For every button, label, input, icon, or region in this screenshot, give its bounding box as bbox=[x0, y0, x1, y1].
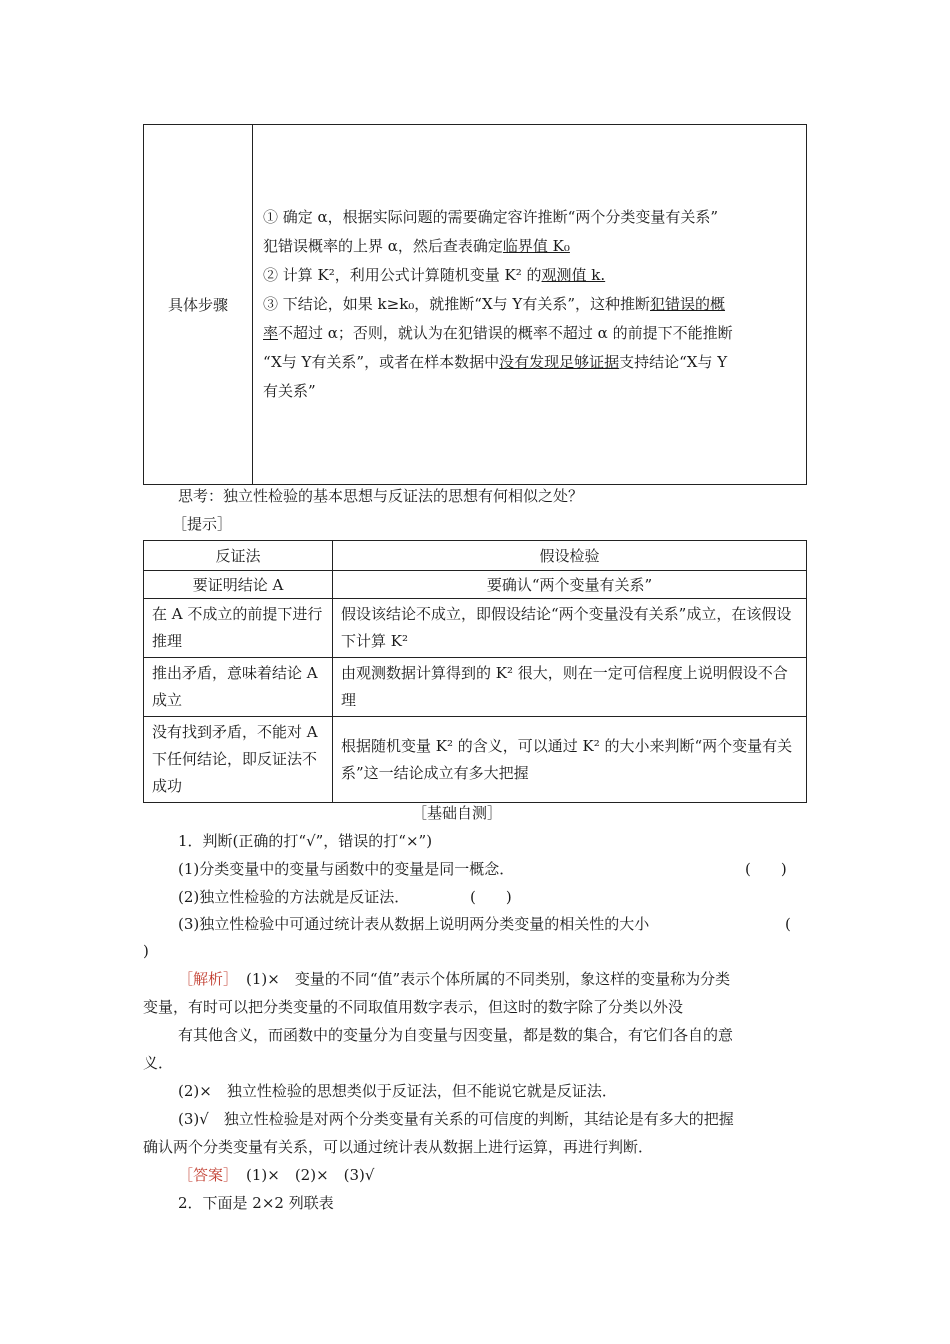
steps-content bbox=[253, 125, 807, 485]
compare-table bbox=[143, 540, 807, 803]
analysis-line-1: ［解析］ (1)× 变量的不同“值”表示个体所属的不同类别，象这样的变量称为分类 bbox=[178, 970, 731, 988]
table-cell: 要确认“两个变量有关系” bbox=[333, 571, 807, 599]
answer-paren-3: ( bbox=[785, 915, 791, 933]
step-line-2: 犯错误概率的上界 α，然后查表确定临界值 K₀ bbox=[263, 237, 570, 255]
question-1-item-3: (3)独立性检验中可通过统计表从数据上说明两分类变量的相关性的大小 bbox=[178, 915, 650, 933]
analysis-line-2: 变量，有时可以把分类变量的不同取值用数字表示，但这时的数字除了分类以外没 bbox=[143, 998, 684, 1016]
table-cell: 由观测数据计算得到的 K² 很大，则在一定可信程度上说明假设不合理 bbox=[333, 658, 807, 717]
analysis-line-4: 义． bbox=[143, 1054, 174, 1072]
analysis-line-7: 确认两个分类变量有关系，可以通过统计表从数据上进行运算，再进行判断． bbox=[143, 1138, 654, 1156]
section-title: ［基础自测］ bbox=[412, 804, 503, 822]
step-line-4: ③ 下结论，如果 k≥k₀，就推断“X与 Y有关系”，这种推断犯错误的概 bbox=[263, 295, 726, 313]
analysis-line-3: 有其他含义，而函数中的变量分为自变量与因变量，都是数的集合，有它们各自的意 bbox=[178, 1026, 734, 1044]
header-proof-by-contradiction: 反证法 bbox=[144, 541, 333, 571]
answer-line: ［答案］ (1)× (2)× (3)√ bbox=[178, 1166, 375, 1184]
analysis-tag: ［解析］ bbox=[178, 970, 239, 988]
table-cell: 根据随机变量 K² 的含义，可以通过 K² 的大小来判断“两个变量有关系”这一结论成立有多大把握 bbox=[333, 717, 807, 803]
step-line-7: 有关系” bbox=[263, 382, 316, 400]
analysis-line-6: (3)√ 独立性检验是对两个分类变量有关系的可信度的判断，其结论是有多大的把握 bbox=[178, 1110, 734, 1128]
table-cell: 没有找到矛盾，不能对 A 下任何结论，即反证法不成功 bbox=[144, 717, 333, 803]
steps-label: 具体步骤 bbox=[144, 125, 253, 485]
question-2-stem: 2．下面是 2×2 列联表 bbox=[178, 1194, 334, 1212]
answer-tag: ［答案］ bbox=[178, 1166, 239, 1184]
step-line-1: ① 确定 α，根据实际问题的需要确定容许推断“两个分类变量有关系” bbox=[263, 208, 719, 226]
hint-label: ［提示］ bbox=[172, 515, 233, 533]
steps-table bbox=[143, 124, 807, 485]
analysis-line-5: (2)× 独立性检验的思想类似于反证法，但不能说它就是反证法． bbox=[178, 1082, 617, 1100]
header-hypothesis-test: 假设检验 bbox=[333, 541, 807, 571]
answer-paren-3-tail: ) bbox=[143, 942, 149, 960]
thinking-question: 思考：独立性检验的基本思想与反证法的思想有何相似之处？ bbox=[178, 487, 584, 505]
table-cell: 假设该结论不成立，即假设结论“两个变量没有关系”成立，在该假设下计算 K² bbox=[333, 599, 807, 658]
step-line-3: ② 计算 K²，利用公式计算随机变量 K² 的观测值 k. bbox=[263, 266, 606, 284]
question-1-stem: 1．判断(正确的打“√”，错误的打“×”) bbox=[178, 832, 433, 850]
step-line-6: “X与 Y有关系”，或者在样本数据中没有发现足够证据支持结论“X与 Y bbox=[263, 353, 728, 371]
table-cell: 推出矛盾，意味着结论 A 成立 bbox=[144, 658, 333, 717]
table-cell: 要证明结论 A bbox=[144, 571, 333, 599]
answer-paren-2: ( ) bbox=[470, 888, 512, 906]
question-1-item-2: (2)独立性检验的方法就是反证法． bbox=[178, 888, 410, 906]
question-1-item-1: (1)分类变量中的变量与函数中的变量是同一概念． bbox=[178, 860, 515, 878]
answer-paren-1: ( ) bbox=[745, 860, 787, 878]
step-line-5: 率不超过 α；否则，就认为在犯错误的概率不超过 α 的前提下不能推断 bbox=[263, 324, 733, 342]
table-cell: 在 A 不成立的前提下进行推理 bbox=[144, 599, 333, 658]
